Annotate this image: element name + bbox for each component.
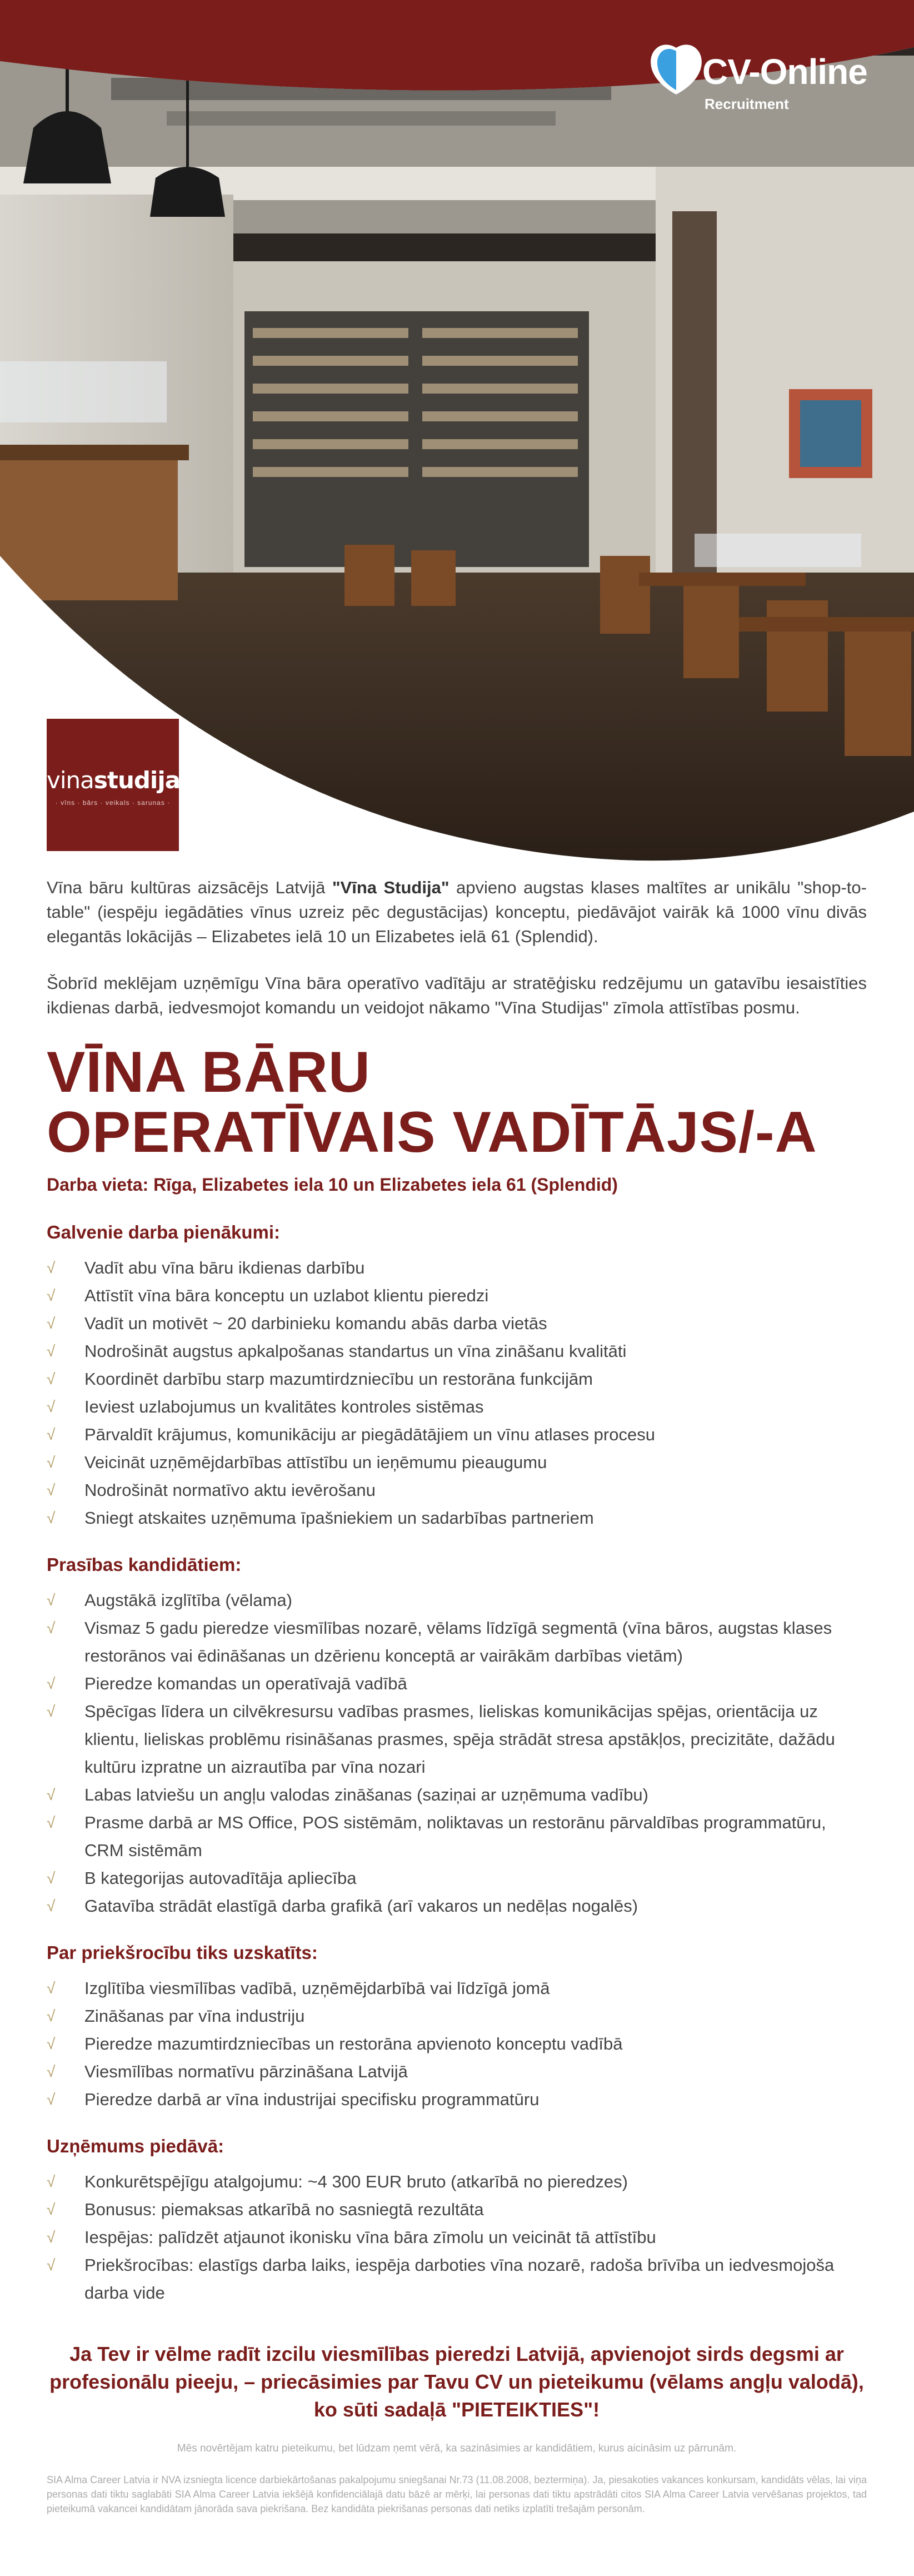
closing-call-to-action: Ja Tev ir vēlme radīt izcilu viesmīlības pieredzi Latvijā, apvienojot sirds degsmi ar profesionālu pieeju, – priecāsimies par Tavu CV un pieteikumu (vēlams angļu valodā), ko sūti sadaļā "PIETEIKTIES"! <box>49 2343 864 2421</box>
checkmark-icon: √ <box>47 2229 56 2246</box>
list-item <box>47 1614 867 1670</box>
list-item <box>47 1365 867 1393</box>
checkmark-icon: √ <box>47 1786 56 1803</box>
checkmark-icon: √ <box>47 1398 56 1415</box>
list-item-text: Sniegt atskaites uzņēmuma īpašniekiem un sadarbības partneriem <box>84 1508 594 1528</box>
checkmark-icon: √ <box>47 1619 56 1637</box>
list-item-text: Vadīt abu vīna bāru ikdienas darbību <box>84 1258 365 1277</box>
cv-online-subtitle: Recruitment <box>705 96 789 112</box>
cv-online-mark-icon <box>646 39 707 100</box>
list-item-text: Vismaz 5 gadu pieredze viesmīlības nozarē, vēlams līdzīgā segmentā (vīna bāros, augstas klases restorānos vai ēdināšanas un dzērienu konceptā ar vairākām darbības vietām) <box>84 1618 832 1665</box>
vina-studija-logo <box>47 719 179 851</box>
intro-paragraph-1: Vīna bāru kultūras aizsācējs Latvijā "Vīna Studija" apvieno augstas klases maltītes ar unikālu "shop-to-table" (iespēju iegādāties vīnus uzreiz pēc degustācijas) konceptu, piedāvājot vairāk kā 1000 vīnu divās elegantās lokācijās – Elizabetes ielā 10 un Elizabetes ielā 61 (Splendid). <box>47 878 867 946</box>
list-item-text: Konkurētspējīgu atalgojumu: ~4 300 EUR bruto (atkarībā no pieredzes) <box>84 2172 628 2191</box>
section-list <box>47 2168 867 2307</box>
list-item-text: Viesmīlības normatīvu pārzināšana Latvijā <box>84 2062 408 2081</box>
list-item <box>47 1310 867 1337</box>
list-item-text: Pieredze darbā ar vīna industrijai specifisku programmatūru <box>84 2090 540 2109</box>
list-item <box>47 2030 867 2058</box>
list-item <box>47 1476 867 1504</box>
list-item <box>47 2196 867 2224</box>
list-item <box>47 1781 867 1809</box>
checkmark-icon: √ <box>47 1315 56 1332</box>
checkmark-icon: √ <box>47 2091 56 2108</box>
list-item-text: Pārvaldīt krājumus, komunikāciju ar piegādātājiem un vīnu atlases procesu <box>84 1425 655 1444</box>
checkmark-icon: √ <box>47 1454 56 1471</box>
vina-studija-wordmark: vinastudija <box>47 767 181 794</box>
list-item <box>47 1393 867 1421</box>
checkmark-icon: √ <box>47 1426 56 1443</box>
checkmark-icon: √ <box>47 2035 56 2052</box>
cv-online-logo <box>646 39 879 117</box>
list-item-text: Pieredze komandas un operatīvajā vadībā <box>84 1674 407 1693</box>
checkmark-icon: √ <box>47 1481 56 1499</box>
list-item <box>47 2086 867 2113</box>
checkmark-icon: √ <box>47 2201 56 2218</box>
list-item <box>47 1504 867 1532</box>
list-item-text: Nodrošināt normatīvo aktu ievērošanu <box>84 1480 376 1500</box>
list-item <box>47 1864 867 1892</box>
list-item-text: Koordinēt darbību starp mazumtirdzniecību un restorāna funkcijām <box>84 1369 593 1389</box>
job-title: VĪNA BĀRU OPERATĪVAIS VADĪTĀJS/-A <box>47 1040 817 1165</box>
checkmark-icon: √ <box>47 1370 56 1388</box>
section-list <box>47 1975 867 2113</box>
section-list <box>47 1254 867 1532</box>
list-item <box>47 1337 867 1365</box>
section-heading: Galvenie darba pienākumi: <box>47 1222 280 1242</box>
list-item-text: B kategorijas autovadītāja apliecība <box>84 1868 357 1888</box>
list-item-text: Pieredze mazumtirdzniecības un restorāna apvienoto konceptu vadībā <box>84 2034 623 2053</box>
job-ad-content <box>47 876 867 2516</box>
list-item <box>47 1809 867 1864</box>
list-item <box>47 1892 867 1920</box>
list-item-text: Nodrošināt augstus apkalpošanas standartus un vīna zināšanu kvalitāti <box>84 1341 627 1361</box>
list-item-text: Izglītība viesmīlības vadībā, uzņēmējdarbībā vai līdzīgā jomā <box>84 1978 550 1998</box>
list-item <box>47 1698 867 1781</box>
list-item <box>47 1449 867 1476</box>
section-heading: Par priekšrocību tiks uzskatīts: <box>47 1942 318 1963</box>
section-heading: Uzņēmums piedāvā: <box>47 2136 224 2156</box>
list-item <box>47 1254 867 1282</box>
checkmark-icon: √ <box>47 1980 56 1997</box>
list-item <box>47 2058 867 2086</box>
list-item <box>47 2002 867 2030</box>
list-item-text: Iespējas: palīdzēt atjaunot ikonisku vīna bāra zīmolu un veicināt tā attīstību <box>84 2227 656 2247</box>
checkmark-icon: √ <box>47 1897 56 1914</box>
list-item-text: Bonusus: piemaksas atkarībā no sasniegtā rezultāta <box>84 2200 484 2219</box>
list-item-text: Augstākā izglītība (vēlama) <box>84 1590 292 1610</box>
checkmark-icon: √ <box>47 1869 56 1887</box>
checkmark-icon: √ <box>47 1342 56 1360</box>
job-sections <box>47 1222 867 2307</box>
list-item <box>47 1670 867 1698</box>
checkmark-icon: √ <box>47 2256 56 2274</box>
checkmark-icon: √ <box>47 1509 56 1526</box>
checkmark-icon: √ <box>47 1675 56 1692</box>
list-item <box>47 2224 867 2251</box>
section-heading: Prasības kandidātiem: <box>47 1554 242 1575</box>
vina-studija-tagline: · vīns · bārs · veikals · sarunas · <box>55 799 171 807</box>
list-item-text: Veicināt uzņēmējdarbības attīstību un ieņēmumu pieaugumu <box>84 1453 547 1472</box>
list-item-text: Vadīt un motivēt ~ 20 darbinieku komandu abās darba vietās <box>84 1314 547 1333</box>
list-item-text: Attīstīt vīna bāra konceptu un uzlabot klientu pieredzi <box>84 1286 489 1305</box>
checkmark-icon: √ <box>47 2007 56 2025</box>
list-item-text: Priekšrocības: elastīgs darba laiks, iespēja darboties vīna nozarē, radoša brīvība un iedvesmojoša darba vide <box>84 2255 835 2303</box>
checkmark-icon: √ <box>47 1287 56 1304</box>
checkmark-icon: √ <box>47 1814 56 1831</box>
list-item <box>47 2168 867 2196</box>
section-list <box>47 1587 867 1920</box>
work-location: Darba vieta: Rīga, Elizabetes iela 10 un Elizabetes iela 61 (Splendid) <box>47 1175 618 1195</box>
cv-online-brand: CV-Online <box>702 52 867 92</box>
list-item <box>47 1282 867 1310</box>
checkmark-icon: √ <box>47 2063 56 2080</box>
list-item <box>47 1587 867 1614</box>
checkmark-icon: √ <box>47 1592 56 1609</box>
checkmark-icon: √ <box>47 1703 56 1720</box>
list-item-text: Prasme darbā ar MS Office, POS sistēmām, noliktavas un restorānu pārvaldības programmatūru, CRM sistēmām <box>84 1813 826 1860</box>
list-item-text: Ieviest uzlabojumus un kvalitātes kontroles sistēmas <box>84 1397 484 1416</box>
list-item-text: Zināšanas par vīna industriju <box>84 2006 305 2026</box>
list-item-text: Spēcīgas līdera un cilvēkresursu vadības prasmes, lieliskas komunikācijas spējas, orientācija uz klientu, lieliskas problēmu risināšanas prasmes, spēja strādāt stresa apstākļos, precizitāte, dažādu kultūru izpratne un aizrautība par vīna nozari <box>84 1702 835 1777</box>
list-item <box>47 2251 867 2307</box>
list-item <box>47 1975 867 2002</box>
legal-disclaimer: SIA Alma Career Latvia ir NVA izsniegta licence darbiekārtošanas pakalpojumu sniegšanai Nr.73 (11.08.2008, beztermiņa). Ja, piesakoties vakances konkursam, kandidāts vēlas, lai viņa personas dati tiktu saglabāti SIA Alma Career Latvia iekšējā konfidenciālajā datu bāzē ar mērķi, lai personas dati tiktu apstrādāti citos SIA Alma Career Latvia vervēšanas projektos, tad pieteikumā vakancei kandidātam jānorāda sava piekrišana. Bez kandidāta piekrišanas personas dati netiks izplatīti trešajām personām. <box>47 2474 867 2514</box>
contact-note: Mēs novērtējam katru pieteikumu, bet lūdzam ņemt vērā, ka sazināsimies ar kandidātiem, kurus aicināsim uz pārrunām. <box>177 2443 737 2454</box>
checkmark-icon: √ <box>47 1259 56 1276</box>
intro-paragraph-2: Šobrīd meklējam uzņēmīgu Vīna bāra operatīvo vadītāju ar stratēģisku redzējumu un gatavību iesaistīties ikdienas darbā, iedvesmojot komandu un veidojot nākamo "Vīna Studijas" zīmola attīstības posmu. <box>47 973 867 1017</box>
checkmark-icon: √ <box>47 2173 56 2190</box>
list-item-text: Gatavība strādāt elastīgā darba grafikā (arī vakaros un nedēļas nogalēs) <box>84 1896 638 1916</box>
list-item <box>47 1421 867 1449</box>
list-item-text: Labas latviešu un angļu valodas zināšanas (saziņai ar uzņēmuma vadību) <box>84 1785 648 1804</box>
